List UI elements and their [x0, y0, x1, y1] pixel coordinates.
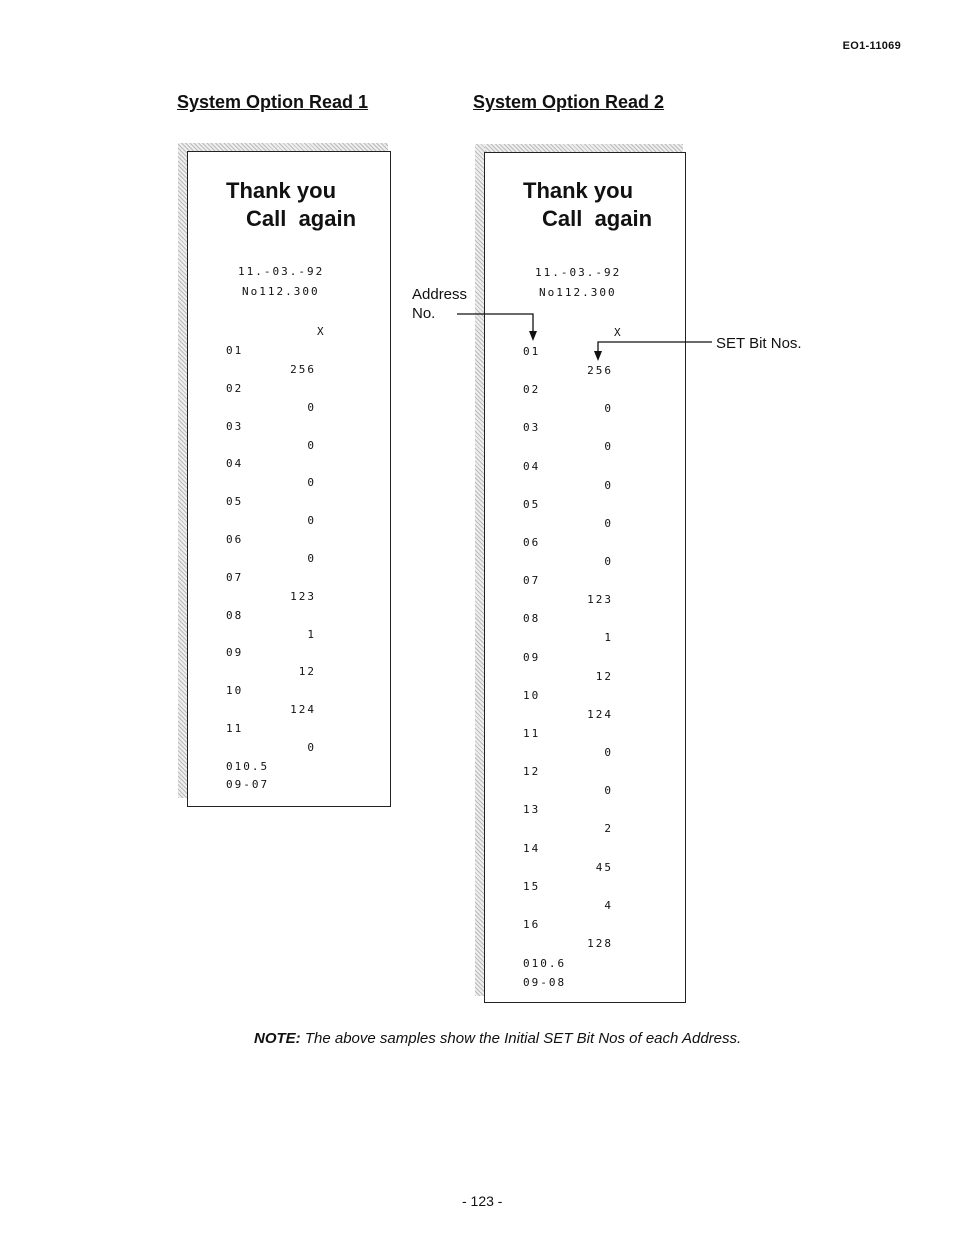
address-number: 06: [523, 536, 541, 549]
address-number: 13: [523, 803, 541, 817]
note-text: The above samples show the Initial SET Bit Nos of each Address.: [304, 1030, 742, 1047]
receipt-2-thank-you: Thank you: [523, 178, 634, 203]
address-label: Address: [412, 286, 468, 303]
address-number: 09: [226, 646, 244, 660]
receipt-2-footer-1: 010.6: [523, 957, 567, 971]
document-id: EO1-11069: [842, 40, 901, 52]
address-number: 11: [523, 727, 541, 740]
no-label: No.: [412, 305, 436, 322]
set-bit-value: 2: [604, 822, 613, 836]
set-bit-value: 0: [307, 514, 316, 528]
receipt-1-date: 11.-03.-92: [238, 265, 325, 278]
receipt-2-call-again: Call again: [542, 206, 653, 231]
address-number: 09: [523, 650, 541, 664]
address-number: 02: [523, 383, 541, 397]
address-number: 12: [523, 765, 541, 779]
set-bit-value: 1: [307, 627, 316, 641]
address-arrow-line: [457, 314, 533, 336]
set-bit-value: 123: [587, 593, 613, 607]
set-bit-value: 4: [604, 898, 613, 912]
page-number: - 123 -: [462, 1193, 503, 1209]
address-number: 16: [523, 918, 541, 931]
address-number: 10: [226, 684, 244, 698]
set-bit-value: 0: [604, 746, 613, 759]
set-bit-value: 0: [604, 516, 613, 530]
set-bit-value: 0: [604, 478, 613, 492]
address-number: 04: [523, 459, 541, 473]
set-bit-value: 0: [307, 552, 316, 565]
receipt-1-x-mark: X: [317, 325, 326, 338]
set-bit-value: 124: [290, 703, 316, 717]
receipt-2-x-mark: X: [614, 326, 623, 339]
receipt-1-thank-you: Thank you: [226, 178, 337, 203]
heading-read-1: System Option Read 1: [177, 92, 369, 112]
set-bit-value: 0: [604, 555, 613, 568]
set-bit-arrow-line: [598, 342, 712, 356]
set-bit-label: SET Bit Nos.: [716, 335, 802, 352]
receipt-1-footer-2: 09-07: [226, 777, 270, 791]
set-bit-arrow-head: [594, 351, 602, 361]
set-bit-value: 45: [595, 860, 613, 874]
set-bit-value: 1: [604, 631, 613, 645]
address-number: 02: [226, 381, 244, 395]
address-number: 10: [523, 688, 541, 702]
note: [254, 1030, 741, 1047]
set-bit-value: 0: [307, 741, 316, 754]
receipt-1-footer-1: 010.5: [226, 759, 270, 773]
address-number: 14: [523, 841, 541, 855]
set-bit-value: 0: [604, 784, 613, 798]
address-number: 03: [523, 421, 541, 435]
address-number: 05: [226, 495, 244, 509]
set-bit-value: 12: [595, 669, 613, 683]
address-number: 06: [226, 533, 244, 546]
set-bit-value: 0: [307, 400, 316, 414]
address-number: 01: [523, 345, 541, 358]
note-prefix: NOTE:: [254, 1030, 301, 1047]
heading-read-2: System Option Read 2: [473, 92, 665, 112]
address-number: 15: [523, 879, 541, 893]
receipt-2-date: 11.-03.-92: [535, 266, 622, 279]
address-number: 11: [226, 722, 244, 735]
set-bit-value: 0: [307, 476, 316, 490]
receipt-2-number: No112.300: [539, 286, 617, 299]
address-number: 04: [226, 457, 244, 471]
address-number: 07: [226, 570, 244, 584]
set-bit-value: 256: [290, 363, 316, 376]
receipt-1-number: No112.300: [242, 285, 320, 298]
receipt-2-footer-2: 09-08: [523, 976, 567, 990]
set-bit-value: 256: [587, 364, 613, 377]
address-number: 08: [523, 612, 541, 626]
address-number: 03: [226, 419, 244, 433]
address-number: 07: [523, 574, 541, 588]
receipt-1-call-again: Call again: [246, 206, 357, 231]
set-bit-value: 12: [298, 665, 316, 679]
address-number: 05: [523, 497, 541, 511]
set-bit-value: 0: [604, 402, 613, 416]
address-number: 01: [226, 344, 244, 357]
set-bit-value: 123: [290, 589, 316, 603]
set-bit-value: 124: [587, 707, 613, 721]
set-bit-value: 0: [307, 438, 316, 452]
set-bit-value: 128: [587, 937, 613, 950]
address-arrow-head: [529, 331, 537, 341]
address-number: 08: [226, 608, 244, 622]
set-bit-value: 0: [604, 440, 613, 454]
